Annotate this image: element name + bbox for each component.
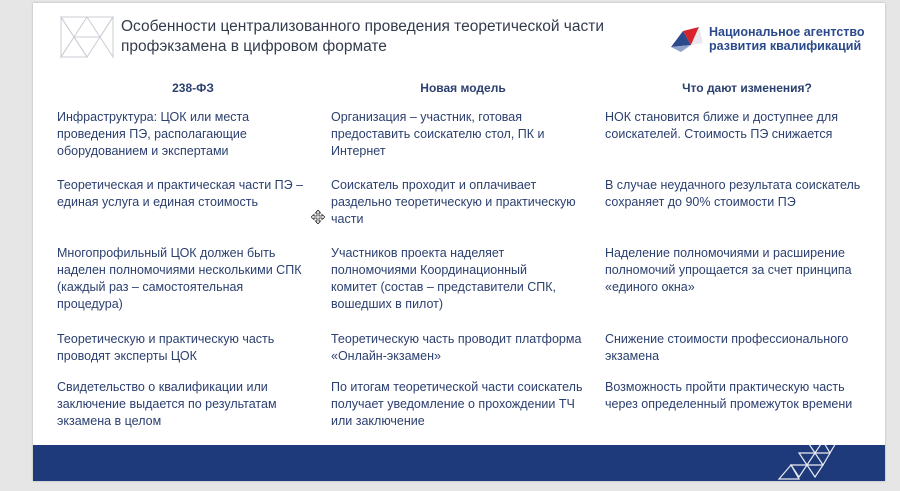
cell-line: Соискатель проходит и оплачивает — [331, 178, 537, 192]
cell-line: полномочиями Координационный — [331, 263, 528, 277]
logo-line: развития квалификаций — [709, 39, 862, 53]
cell-row4-new-model — [331, 331, 593, 365]
logo-text — [709, 25, 865, 53]
cell-line: части — [331, 212, 364, 226]
column-header-238fz: 238-ФЗ — [172, 81, 214, 95]
cell-line: вошедших в пилот) — [331, 297, 444, 311]
column-header-new-model: Новая модель — [420, 81, 506, 95]
cell-row5-238fz — [57, 379, 319, 430]
nark-logo-icon — [669, 25, 705, 53]
cell-line: Теоретическую и практическую часть — [57, 332, 275, 346]
cell-line: получает уведомление о прохождении ТЧ — [331, 397, 575, 411]
cell-row3-new-model — [331, 245, 593, 313]
cell-line: экзамена — [605, 349, 660, 363]
cell-line: Интернет — [331, 144, 386, 158]
cell-line: предоставить соискателю стол, ПК и — [331, 127, 545, 141]
cell-row2-238fz — [57, 177, 319, 211]
cell-row2-new-model — [331, 177, 593, 228]
cell-line: заключение выдается по результатам — [57, 397, 277, 411]
cell-line: проводят эксперты ЦОК — [57, 349, 197, 363]
cell-row2-changes — [605, 177, 880, 211]
cell-line: соискателей. Стоимость ПЭ снижается — [605, 127, 833, 141]
cell-row3-changes — [605, 245, 880, 296]
cell-line: «Онлайн-экзамен» — [331, 349, 441, 363]
cell-row1-new-model — [331, 109, 593, 160]
cell-row5-new-model — [331, 379, 593, 430]
title-line: Особенности централизованного проведения теоретической части — [121, 18, 605, 35]
cell-line: или заключение — [331, 414, 425, 428]
title-line: профэкзамена в цифровом формате — [121, 38, 387, 55]
logo-line: Национальное агентство — [709, 25, 865, 39]
triangle-grid-icon — [777, 439, 839, 481]
cell-line: Снижение стоимости профессионального — [605, 332, 849, 346]
cell-line: экзамена в целом — [57, 414, 162, 428]
cell-row5-changes — [605, 379, 880, 413]
cell-line: (каждый раз – самостоятельная — [57, 280, 244, 294]
move-cursor-icon — [311, 210, 325, 224]
cell-line: Инфраструктура: ЦОК или места — [57, 110, 250, 124]
cell-line: Организация – участник, готовая — [331, 110, 522, 124]
cell-line: Свидетельство о квалификации или — [57, 380, 268, 394]
cell-line: наделен полномочиями несколькими СПК — [57, 263, 302, 277]
cell-row4-changes — [605, 331, 880, 365]
nark-logo — [669, 23, 869, 57]
cell-row3-238fz — [57, 245, 319, 313]
footer-band — [33, 445, 885, 481]
cell-line: «единого окна» — [605, 280, 695, 294]
cell-line: раздельно теоретическую и практическую — [331, 195, 576, 209]
cell-row4-238fz — [57, 331, 319, 365]
cell-line: единая услуга и единая стоимость — [57, 195, 258, 209]
column-header-changes: Что дают изменения? — [682, 81, 812, 95]
slide-title — [121, 17, 641, 57]
cell-line: Участников проекта наделяет — [331, 246, 505, 260]
cell-line: проведения ПЭ, располагающие — [57, 127, 247, 141]
cell-line: Многопрофильный ЦОК должен быть — [57, 246, 276, 260]
slide — [33, 3, 885, 481]
cell-line: комитет (состав – представители СПК, — [331, 280, 557, 294]
cell-line: сохраняет до 90% стоимости ПЭ — [605, 195, 796, 209]
cell-line: оборудованием и экспертами — [57, 144, 229, 158]
cell-row1-238fz — [57, 109, 319, 160]
cell-line: НОК становится ближе и доступнее для — [605, 110, 838, 124]
cell-line: В случае неудачного результата соискатель — [605, 178, 861, 192]
cell-line: Возможность пройти практическую часть — [605, 380, 845, 394]
cell-line: полномочий упрощается за счет принципа — [605, 263, 852, 277]
cell-line: По итогам теоретической части соискатель — [331, 380, 583, 394]
cell-row1-changes — [605, 109, 880, 143]
cell-line: Теоретическую часть проводит платформа — [331, 332, 582, 346]
cell-line: Теоретическая и практическая части ПЭ – — [57, 178, 304, 192]
cell-line: Наделение полномочиями и расширение — [605, 246, 845, 260]
cell-line: через определенный промежуток времени — [605, 397, 853, 411]
cell-line: процедура) — [57, 297, 123, 311]
triangle-grid-icon — [59, 15, 115, 59]
